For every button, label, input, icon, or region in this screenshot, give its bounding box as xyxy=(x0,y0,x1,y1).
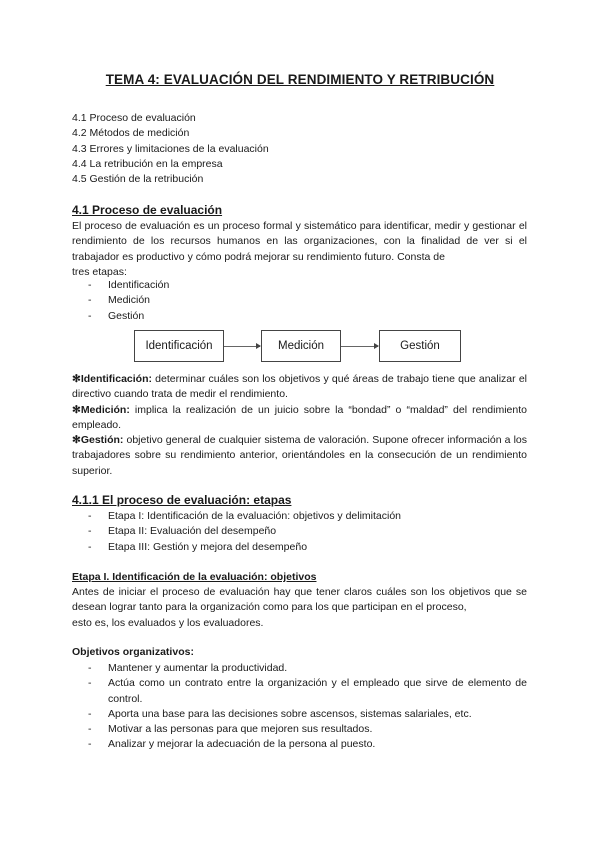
list-item-text: Actúa como un contrato entre la organización y el empleado que sirve de elemento de control. xyxy=(108,677,527,705)
etapa-1-paragraph xyxy=(72,585,527,631)
definition-term: Medición: xyxy=(80,403,130,416)
document-title: TEMA 4: EVALUACIÓN DEL RENDIMIENTO Y RETRIBUCIÓN xyxy=(105,72,495,87)
list-item: - Etapa III: Gestión y mejora del desempeño xyxy=(88,540,308,553)
paragraph-last-line: esto es, los evaluados y los evaluadores. xyxy=(72,616,264,629)
process-flow-diagram xyxy=(134,330,464,364)
definition-identificacion xyxy=(72,372,527,403)
list-item: - Analizar y mejorar la adecuación de la persona al puesto. xyxy=(88,738,376,751)
flow-box-identificacion: Identificación xyxy=(134,330,224,362)
list-item: - Mantener y aumentar la productividad. xyxy=(88,662,288,674)
list-item-text: Motivar a las personas para que mejoren sus resultados. xyxy=(108,723,373,736)
list-item-text: Analizar y mejorar la adecuación de la persona al puesto. xyxy=(108,738,376,751)
list-item-text: Medición xyxy=(108,294,151,307)
asterisk-icon: ✻ xyxy=(72,403,81,416)
list-item: - Aporta una base para las decisiones sobre ascensos, sistemas salariales, etc. xyxy=(88,707,472,720)
toc-item: 4.1 Proceso de evaluación xyxy=(72,112,196,124)
section-heading-4-1-1: 4.1.1 El proceso de evaluación: etapas xyxy=(72,493,292,507)
asterisk-icon: ✻ xyxy=(72,373,81,385)
section-intro-paragraph xyxy=(72,219,527,280)
list-item-text: Gestión xyxy=(108,309,145,322)
list-item-text: Mantener y aumentar la productividad. xyxy=(108,662,288,674)
stages-list xyxy=(88,278,169,324)
flow-box-medicion: Medición xyxy=(261,330,341,362)
list-item-text: Identificación xyxy=(108,279,170,291)
definition-medicion xyxy=(72,403,527,434)
list-item: - Gestión xyxy=(88,309,145,322)
paragraph-text: Antes de iniciar el proceso de evaluación hay que tener claros cuáles son los objetivos que se desean lograr tanto para la organización como para los que participan en el proceso, xyxy=(72,586,527,614)
definition-text: objetivo general de cualquier sistema de valoración. Supone ofrecer información a los trabajadores sobre su rendimiento anterior, orientándoles en la consecución de un rendimiento superior. xyxy=(72,434,527,477)
list-item-text: Aporta una base para las decisiones sobre ascensos, sistemas salariales, etc. xyxy=(108,707,472,720)
list-item: - Etapa I: Identificación de la evaluación: objetivos y delimitación xyxy=(88,510,402,522)
toc-item: 4.3 Errores y limitaciones de la evaluación xyxy=(72,142,269,155)
list-item-text: Etapa I: Identificación de la evaluación: objetivos y delimitación xyxy=(108,510,402,522)
definition-text: implica la realización de un juicio sobre la “bondad” o “maldad” del rendimiento empleado. xyxy=(72,403,527,431)
flow-arrow xyxy=(224,346,260,347)
definition-term: Gestión: xyxy=(80,434,124,447)
toc-item: 4.5 Gestión de la retribución xyxy=(72,173,204,186)
list-item: - Medición xyxy=(88,294,151,307)
list-item: - Identificación xyxy=(88,279,170,291)
definition-term: Identificación: xyxy=(80,373,152,385)
asterisk-icon: ✻ xyxy=(72,434,81,447)
section-heading-4-1: 4.1 Proceso de evaluación xyxy=(72,203,223,217)
list-item: - Actúa como un contrato entre la organización y el empleado que sirve de elemento de control. xyxy=(88,677,527,705)
definition-text: determinar cuáles son los objetivos y qué áreas de trabajo tiene que analizar el directivo cuando trata de medir el rendimiento. xyxy=(72,373,527,401)
flow-arrow xyxy=(341,346,378,347)
list-item: - Motivar a las personas para que mejoren sus resultados. xyxy=(88,723,373,736)
objetivos-heading: Objetivos organizativos: xyxy=(72,646,194,658)
definitions-block xyxy=(72,372,527,479)
list-item-text: Etapa III: Gestión y mejora del desempeño xyxy=(108,540,308,553)
subsection-heading-etapa-1: Etapa I. Identificación de la evaluación: objetivos xyxy=(72,571,317,583)
objetivos-list xyxy=(88,661,527,753)
flow-box-gestion: Gestión xyxy=(379,330,461,362)
table-of-contents xyxy=(72,111,269,187)
etapas-list xyxy=(88,509,401,555)
list-item-text: Etapa II: Evaluación del desempeño xyxy=(108,525,277,538)
list-item: - Etapa II: Evaluación del desempeño xyxy=(88,525,277,538)
paragraph-text: El proceso de evaluación es un proceso formal y sistemático para identificar, medir y gestionar el rendimiento de los recursos humanos en las organizaciones, con la finalidad de ver si el trabajador es productivo y cómo podrá mejorar su rendimiento futuro. Consta de xyxy=(72,220,527,263)
toc-item: 4.2 Métodos de medición xyxy=(72,127,190,140)
definition-gestion xyxy=(72,433,527,479)
toc-item: 4.4 La retribución en la empresa xyxy=(72,157,223,170)
paragraph-last-line: tres etapas: xyxy=(72,265,127,278)
